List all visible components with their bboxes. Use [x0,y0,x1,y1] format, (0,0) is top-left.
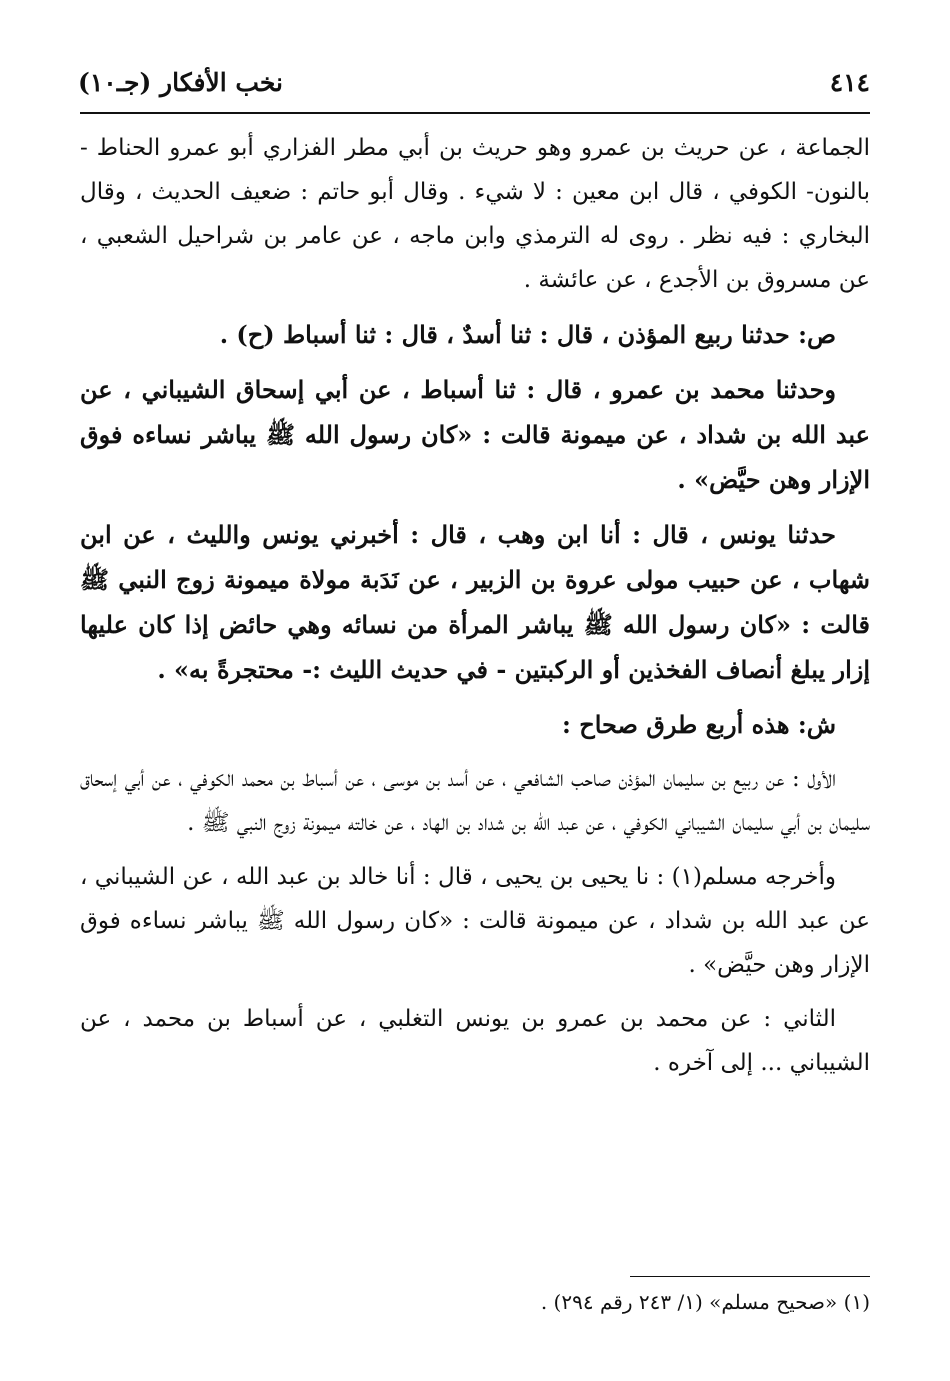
paragraph-7: وأخرجه مسلم(١) : نا يحيى بن يحيى ، قال : أنا خالد بن عبد الله ، عن الشيباني ، عن عبد الله بن شداد ، عن ميمونة قالت : «كان رسول الله ﷺ يباشر نساءه فوق الإزار وهن حيَّض» . [80,864,870,978]
footnote-divider [630,1276,870,1277]
footnote: (١) «صحيح مسلم» (١/ ٢٤٣ رقم ٢٩٤) . [540,1290,870,1314]
page-body [80,126,870,1095]
paragraph-3: وحدثنا محمد بن عمرو ، قال : ثنا أسباط ، عن أبي إسحاق الشيباني ، عن عبد الله بن شداد ، عن ميمونة قالت : «كان رسول الله ﷺ يباشر نساءه فوق الإزار وهن حيَّض» . [80,375,870,494]
paragraph-1: الجماعة ، عن حريث بن عمرو وهو حريث بن أبي مطر الفزاري أبو عمرو الحناط - بالنون- الكوفي ، قال ابن معين : لا شيء . وقال أبو حاتم : ضعيف الحديث ، وقال البخاري : فيه نظر . روى له الترمذي وابن ماجه ، عن عامر بن شراحيل الشعبي ، عن مسروق بن الأجدع ، عن عائشة . [80,135,870,293]
page-header [78,62,870,102]
paragraph-8: الثاني : عن محمد بن عمرو بن يونس التغلبي ، عن أسباط بن محمد ، عن الشيباني ... إلى آخره . [80,1006,870,1076]
paragraph-5: ش: هذه أربع طرق صحاح : [562,710,836,739]
header-divider [80,112,870,114]
paragraph-2: ص: حدثنا ربيع المؤذن ، قال : ثنا أسدٌ ، قال : ثنا أسباط (ح) . [219,320,836,349]
page-number: ٤١٤ [829,67,870,97]
paragraph-6: الأول : عن ربيع بن سليمان المؤذن صاحب الشافعي ، عن أسد بن موسى ، عن أسباط بن محمد الكوفي ، عن أبي إسحاق سليمان بن أبي سليمان الشيباني الكوفي ، عن عبد الله بن شداد بن الهاد ، عن خالته ميمونة زوج النبي ﷺ . [80,766,870,836]
book-title: نخب الأفكار (جـ١٠) [78,67,284,97]
paragraph-4: حدثنا يونس ، قال : أنا ابن وهب ، قال : أخبرني يونس والليث ، عن ابن شهاب ، عن حبيب مولى عروة بن الزبير ، عن نَدَبة مولاة ميمونة زوج النبي ﷺ قالت : «كان رسول الله ﷺ يباشر المرأة من نسائه وهي حائض إذا كان عليها إزار يبلغ أنصاف الفخذين أو الركبتين - في حديث الليث :- محتجرةً به» . [80,520,870,684]
